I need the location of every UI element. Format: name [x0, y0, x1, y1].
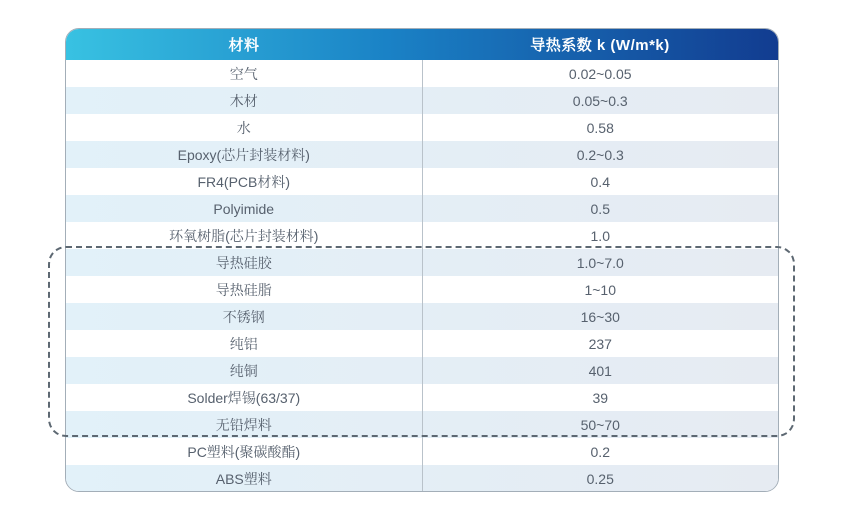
material-cell: 纯铝 — [229, 335, 258, 352]
table-row — [66, 465, 778, 492]
conductivity-value-cell: 0.25 — [422, 465, 779, 492]
conductivity-value-cell: 50~70 — [422, 411, 779, 438]
conductivity-value-cell: 1~10 — [422, 276, 779, 303]
table-row — [66, 60, 778, 87]
table-row — [66, 249, 778, 276]
table-row — [66, 141, 778, 168]
material-cell: 导热硅脂 — [215, 281, 272, 298]
material-cell: 无铅焊料 — [215, 416, 272, 433]
material-cell: 纯铜 — [229, 362, 258, 379]
table-row — [66, 384, 778, 411]
material-cell: Polyimide — [213, 200, 275, 217]
material-cell: Solder焊锡(63/37) — [187, 389, 301, 406]
conductivity-value-cell: 0.05~0.3 — [422, 87, 779, 114]
conductivity-value-cell: 237 — [422, 330, 779, 357]
material-cell: Epoxy(芯片封装材料) — [177, 146, 310, 163]
thermal-conductivity-table — [65, 28, 779, 492]
table-row — [66, 357, 778, 384]
conductivity-value-cell: 1.0~7.0 — [422, 249, 779, 276]
table-row — [66, 411, 778, 438]
header-material: 材料 — [228, 37, 260, 54]
material-cell: 不锈钢 — [222, 308, 265, 325]
table-header-row — [66, 29, 778, 60]
table-row — [66, 87, 778, 114]
conductivity-value-cell: 401 — [422, 357, 779, 384]
table-row — [66, 438, 778, 465]
table-body — [66, 60, 778, 492]
header-conductivity: 导热系数 k (W/m*k) — [530, 37, 670, 54]
material-cell: PC塑料(聚碳酸酯) — [187, 443, 301, 460]
material-cell: 环氧树脂(芯片封装材料) — [169, 227, 319, 244]
conductivity-value-cell: 0.58 — [422, 114, 779, 141]
material-cell: 空气 — [229, 65, 258, 82]
table-row — [66, 168, 778, 195]
conductivity-value-cell: 39 — [422, 384, 779, 411]
material-cell: 水 — [236, 119, 251, 136]
material-cell: 导热硅胶 — [215, 254, 272, 271]
conductivity-value-cell: 0.2~0.3 — [422, 141, 779, 168]
conductivity-value-cell: 0.4 — [422, 168, 779, 195]
conductivity-value-cell: 1.0 — [422, 222, 779, 249]
material-cell: ABS塑料 — [215, 470, 272, 487]
conductivity-value-cell: 0.5 — [422, 195, 779, 222]
material-cell: FR4(PCB材料) — [197, 173, 291, 190]
conductivity-value-cell: 16~30 — [422, 303, 779, 330]
table-row — [66, 276, 778, 303]
table-row — [66, 222, 778, 249]
table-row — [66, 114, 778, 141]
conductivity-value-cell: 0.2 — [422, 438, 779, 465]
conductivity-value-cell: 0.02~0.05 — [422, 60, 779, 87]
table-row — [66, 303, 778, 330]
table-row — [66, 195, 778, 222]
material-cell: 木材 — [229, 92, 258, 109]
table-row — [66, 330, 778, 357]
